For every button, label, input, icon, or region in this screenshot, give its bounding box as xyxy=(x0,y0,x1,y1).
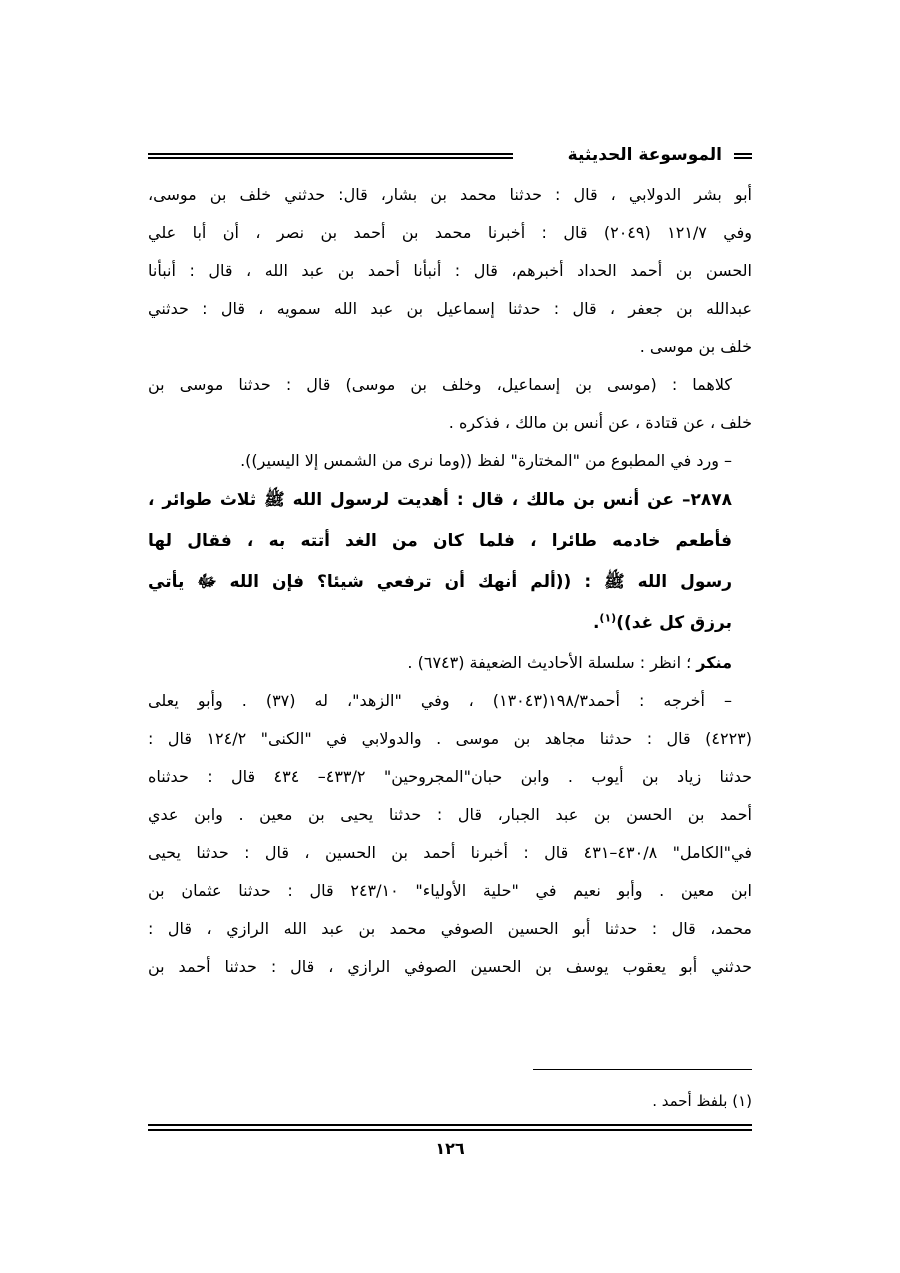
footer-rule-bottom xyxy=(148,1129,752,1131)
text-line: كلاهما : (موسى بن إسماعيل، وخلف بن موسى) قال : حدثنا موسى بن xyxy=(148,375,732,394)
text-line: أبو بشر الدولابي ، قال : حدثنا محمد بن بشار، قال: حدثني خلف بن موسى، xyxy=(148,185,752,204)
text-line: (٤٢٢٣) قال : حدثنا مجاهد بن موسى . والدولابي في "الكنى" ١٢٤/٢ قال : xyxy=(148,729,752,748)
header-title: الموسوعة الحديثية xyxy=(567,145,722,165)
text-line: ابن معين . وأبو نعيم في "حلية الأولياء" ٢٤٣/١٠ قال : حدثنا عثمان بن xyxy=(148,881,752,900)
hadith-line: ٢٨٧٨– عن أنس بن مالك ، قال : أهديت لرسول الله ﷺ ثلاث طوائر ، xyxy=(148,490,732,510)
text-line: حدثنا زياد بن أيوب . وابن حبان"المجروحين" ٤٣٣/٢– ٤٣٤ قال : حدثناه xyxy=(148,767,752,786)
text-line: – أخرجه : أحمد١٩٨/٣(١٣٠٤٣) ، وفي "الزهد"، له (٣٧) . وأبو يعلى xyxy=(148,691,733,710)
header-rule-left xyxy=(148,153,513,159)
running-header xyxy=(148,141,752,171)
text-line: وفي ١٢١/٧ (٢٠٤٩) قال : أخبرنا محمد بن أحمد بن نصر ، أن أبا علي xyxy=(148,223,752,242)
grading-line xyxy=(148,644,752,682)
text-line: خلف بن موسى . xyxy=(639,337,752,356)
text-line: حدثني أبو يعقوب يوسف بن الحسين الصوفي الرازي ، قال : حدثنا أحمد بن xyxy=(148,957,752,976)
footnote-text: (١) بلفظ أحمد . xyxy=(652,1092,752,1110)
text-line: خلف ، عن قتادة ، عن أنس بن مالك ، فذكره . xyxy=(448,413,752,432)
hadith-end-text: برزق كل غد)) xyxy=(616,613,732,633)
text-line: محمد، قال : حدثنا أبو الحسين الصوفي محمد بن عبد الله الرازي ، قال : xyxy=(148,919,752,938)
grading-text: ؛ انظر : سلسلة الأحاديث الضعيفة (٦٧٤٣) . xyxy=(407,653,692,672)
text-line: – ورد في المطبوع من "المختارة" لفظ ((وما نرى من الشمس إلا اليسير)). xyxy=(240,451,732,470)
text-line: عبدالله بن جعفر ، قال : حدثنا إسماعيل بن عبد الله سمويه ، قال : حدثني xyxy=(148,299,752,318)
body-text xyxy=(148,176,752,986)
footnote-separator xyxy=(533,1069,752,1070)
hadith-line: رسول الله ﷺ : ((ألم أنهك أن ترفعي شيئا؟ فإن الله ﷻ يأتي xyxy=(148,572,732,592)
grading-label: منكر xyxy=(696,653,732,672)
text-line: الحسن بن أحمد الحداد أخبرهم، قال : أنبأنا أحمد بن عبد الله ، قال : أنبأنا xyxy=(148,261,752,280)
footer-rule-top xyxy=(148,1124,752,1126)
page-number: ١٢٦ xyxy=(435,1139,465,1158)
footnote-marker: (١) xyxy=(599,611,617,625)
hadith-line: فأطعم خادمه طائرا ، فلما كان من الغد أتته به ، فقال لها xyxy=(148,531,732,551)
text-line: أحمد بن الحسن بن عبد الجبار، قال : حدثنا يحيى بن معين . وابن عدي xyxy=(148,805,752,824)
text-line: في"الكامل" ٤٣٠/٨–٤٣١ قال : أخبرنا أحمد بن الحسين ، قال : حدثنا يحيى xyxy=(148,843,752,862)
hadith-line: برزق كل غد))$^{(١)}$. xyxy=(592,611,732,633)
header-rule-right xyxy=(734,153,752,159)
